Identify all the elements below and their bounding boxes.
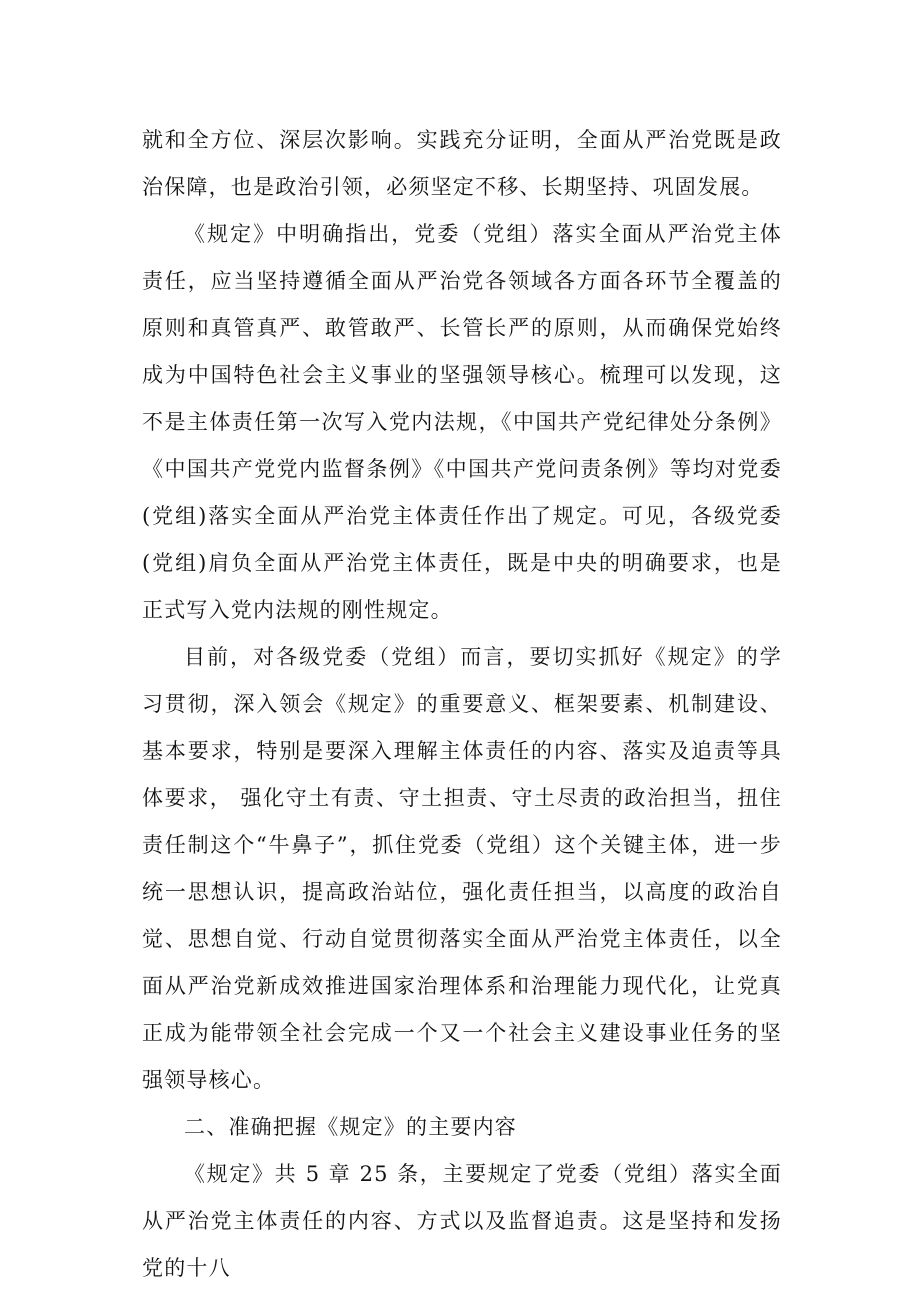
- paragraph-2: 《规定》中明确指出，党委（党组）落实全面从严治党主体责任，应当坚持遵循全面从严治党各领域各方面各环节全覆盖的原则和真管真严、敢管敢严、长管长严的原则，从而确保党始终成为中国特色社会主义事业的坚强领导核心。梳理可以发现，这不是主体责任第一次写入党内法规，《中国共产党纪律处分条例》《中国共产党党内监督条例》《中国共产党问责条例》等均对党委(党组)落实全面从严治党主体责任作出了规定。可见，各级党委(党组)肩负全面从严治党主体责任，既是中央的明确要求，也是正式写入党内法规的刚性规定。: [142, 222, 782, 622]
- document-body: [142, 117, 782, 1292]
- paragraph-4: 《规定》共 5 章 25 条，主要规定了党委（党组）落实全面从严治党主体责任的内容、方式以及监督追责。这是坚持和发扬党的十八: [142, 1162, 782, 1280]
- section-heading: 二、准确把握《规定》的主要内容: [184, 1115, 517, 1139]
- paragraph-3: 目前，对各级党委（党组）而言，要切实抓好《规定》的学习贯彻，深入领会《规定》的重要意义、框架要素、机制建设、基本要求，特别是要深入理解主体责任的内容、落实及追责等具体要求， 强化守土有责、守土担责、守土尽责的政治担当，扭住责任制这个“牛鼻子”，抓住党委（党组）这个关键主体，进一步统一思想认识，提高政治站位，强化责任担当，以高度的政治自觉、思想自觉、行动自觉贯彻落实全面从严治党主体责任，以全面从严治党新成效推进国家治理体系和治理能力现代化，让党真正成为能带领全社会完成一个又一个社会主义建设事业任务的坚强领导核心。: [142, 645, 782, 1092]
- paragraph-1: 就和全方位、深层次影响。实践充分证明，全面从严治党既是政治保障，也是政治引领，必须坚定不移、长期坚持、巩固发展。: [142, 128, 782, 199]
